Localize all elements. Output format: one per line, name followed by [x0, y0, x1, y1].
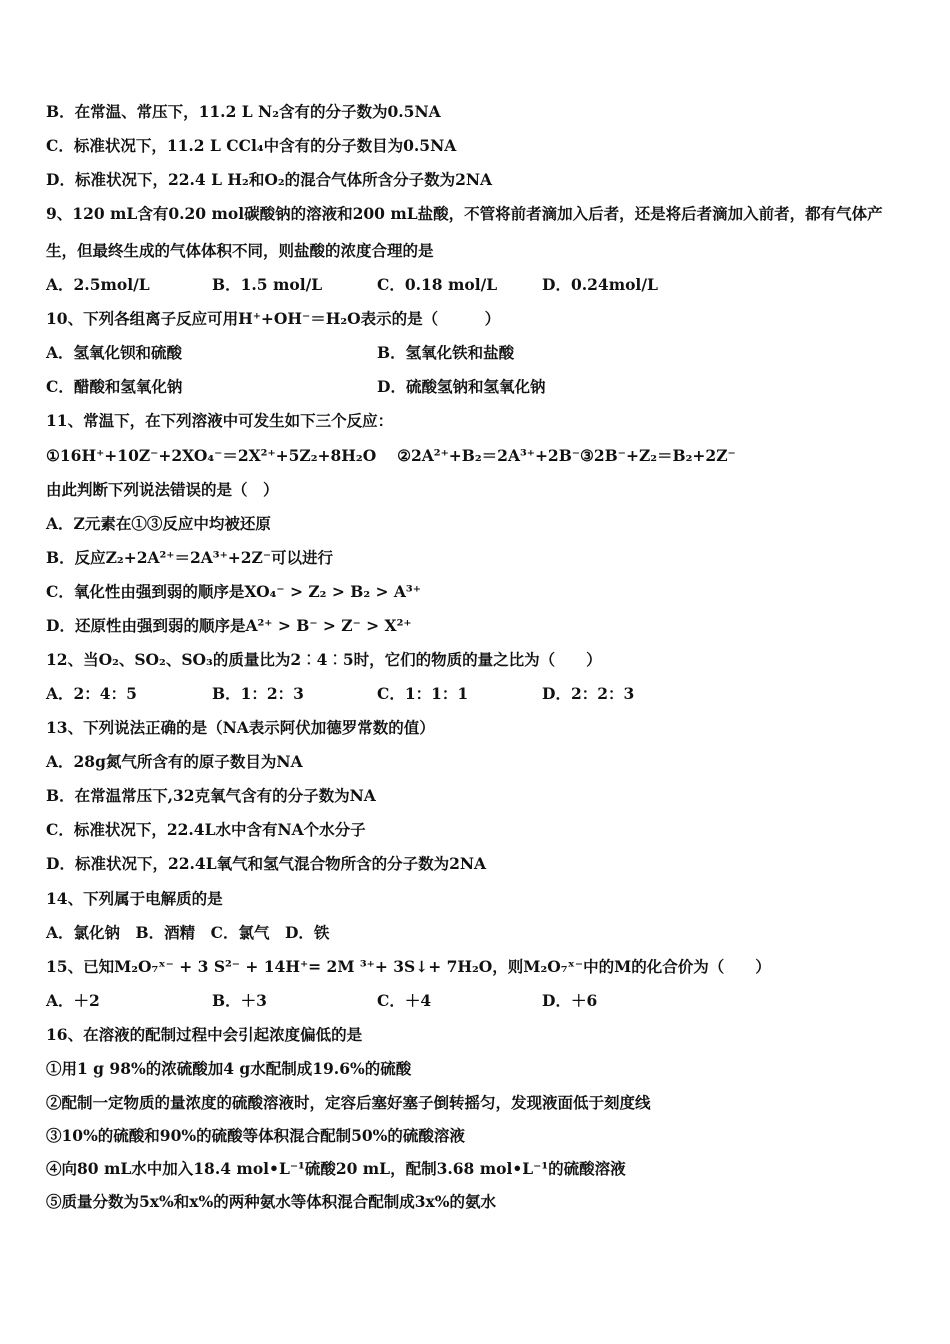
q12-stem: 12、当O₂、SO₂、SO₃的质量比为2︰4︰5时，它们的物质的量之比为（ ） — [46, 650, 602, 669]
q11-option-d: D．还原性由强到弱的顺序是A²⁺ > B⁻ > Z⁻ > X²⁺ — [46, 616, 412, 635]
q13-option-d: D．标准状况下，22.4L氧气和氢气混合物所含的分子数为2NA — [46, 854, 487, 873]
q10-option-c: C．醋酸和氢氧化钠 — [46, 377, 183, 396]
q14-options: A．氯化钠 B．酒精 C．氯气 D．铁 — [46, 923, 330, 942]
q10-option-a: A．氢氧化钡和硫酸 — [46, 343, 183, 362]
q16-item-5: ⑤质量分数为5x%和x%的两种氨水等体积混合配制成3x%的氨水 — [46, 1192, 496, 1211]
q16-stem: 16、在溶液的配制过程中会引起浓度偏低的是 — [46, 1025, 363, 1044]
q12-option-a: A．2：4：5 — [46, 684, 137, 703]
q8-option-b: B．在常温、常压下，11.2 L N₂含有的分子数为0.5NA — [46, 102, 441, 121]
q11-option-a: A．Z元素在①③反应中均被还原 — [46, 514, 271, 533]
q13-stem: 13、下列说法正确的是（NA表示阿伏加德罗常数的值） — [46, 718, 435, 737]
q16-item-3: ③10%的硫酸和90%的硫酸等体积混合配制50%的硫酸溶液 — [46, 1126, 465, 1145]
q16-item-2: ②配制一定物质的量浓度的硫酸溶液时，定容后塞好塞子倒转摇匀，发现液面低于刻度线 — [46, 1093, 651, 1112]
q11-option-c: C．氧化性由强到弱的顺序是XO₄⁻ > Z₂ > B₂ > A³⁺ — [46, 582, 421, 601]
q12-option-c: C．1：1：1 — [377, 684, 469, 703]
q13-option-c: C．标准状况下，22.4L水中含有NA个水分子 — [46, 820, 366, 839]
q9-option-a: A．2.5mol/L — [46, 275, 150, 294]
q9-option-d: D．0.24mol/L — [542, 275, 658, 294]
q12-option-d: D．2：2：3 — [542, 684, 635, 703]
q15-stem: 15、已知M₂O₇ˣ⁻ + 3 S²⁻ + 14H⁺= 2M ³⁺+ 3S↓+ 7H₂O，则M₂O₇ˣ⁻中的M的化合价为（ ） — [46, 957, 771, 976]
q11-option-b: B．反应Z₂+2A²⁺＝2A³⁺+2Z⁻可以进行 — [46, 548, 334, 567]
q9-option-c: C．0.18 mol/L — [377, 275, 498, 294]
q15-option-b: B．＋3 — [212, 991, 267, 1010]
q15-option-a: A．＋2 — [46, 991, 100, 1010]
q13-option-b: B．在常温常压下,32克氧气含有的分子数为NA — [46, 786, 376, 805]
q8-option-d: D．标准状况下，22.4 L H₂和O₂的混合气体所含分子数为2NA — [46, 170, 493, 189]
q9-stem-line2: 生，但最终生成的气体体积不同，则盐酸的浓度合理的是 — [46, 241, 434, 260]
q11-reactions: ①16H⁺+10Z⁻+2XO₄⁻＝2X²⁺+5Z₂+8H₂O ②2A²⁺+B₂＝2A³⁺+2B⁻③2B⁻+Z₂＝B₂+2Z⁻ — [46, 446, 736, 465]
q10-option-d: D．硫酸氢钠和氢氧化钠 — [377, 377, 546, 396]
q15-option-d: D．＋6 — [542, 991, 598, 1010]
q16-item-1: ①用1 g 98%的浓硫酸加4 g水配制成19.6%的硫酸 — [46, 1059, 412, 1078]
q9-stem-line1: 9、120 mL含有0.20 mol碳酸钠的溶液和200 mL盐酸，不管将前者滴加入后者，还是将后者滴加入前者，都有气体产 — [46, 204, 883, 223]
q11-stem: 11、常温下，在下列溶液中可发生如下三个反应： — [46, 411, 394, 430]
q11-question: 由此判断下列说法错误的是（ ） — [46, 480, 279, 499]
q12-option-b: B．1：2：3 — [212, 684, 304, 703]
q10-stem: 10、下列各组离子反应可用H⁺+OH⁻＝H₂O表示的是（ ） — [46, 309, 501, 328]
q10-option-b: B．氢氧化铁和盐酸 — [377, 343, 515, 362]
q9-option-b: B．1.5 mol/L — [212, 275, 323, 294]
q16-item-4: ④向80 mL水中加入18.4 mol•L⁻¹硫酸20 mL，配制3.68 mol•L⁻¹的硫酸溶液 — [46, 1159, 626, 1178]
q14-stem: 14、下列属于电解质的是 — [46, 889, 223, 908]
q15-option-c: C．＋4 — [377, 991, 432, 1010]
q8-option-c: C．标准状况下，11.2 L CCl₄中含有的分子数目为0.5NA — [46, 136, 457, 155]
q13-option-a: A．28g氮气所含有的原子数目为NA — [46, 752, 303, 771]
